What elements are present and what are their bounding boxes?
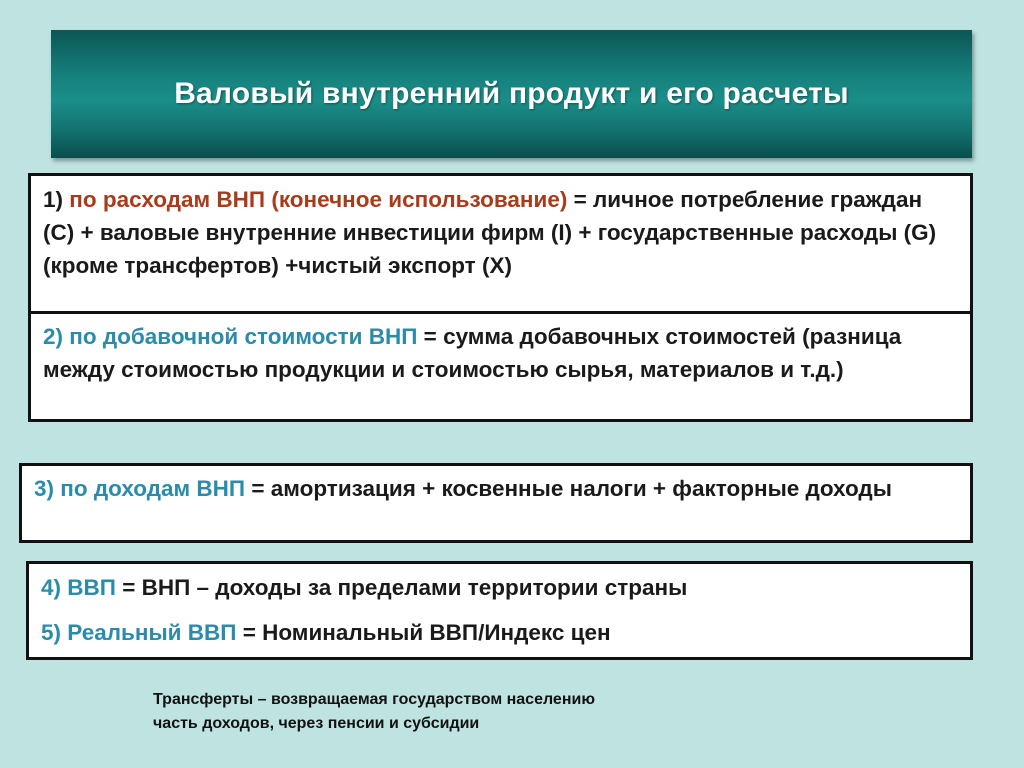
method-formula: = Номинальный ВВП/Индекс цен [242,620,611,645]
method-label: по добавочной стоимости ВНП [69,324,418,349]
footnote-transfers [153,688,595,736]
method-label: по доходам ВНП [60,476,246,501]
title-banner [51,30,972,158]
method-box-value-added [28,311,973,422]
method-number: 5) [41,620,62,645]
method-number: 2) [43,324,64,349]
method-formula: = сумма добавочных стоимостей (разница между стоимостью продукции и стоимостью сырья, материалов и т.д.) [43,324,902,382]
method-box-income [19,463,973,543]
method-formula: = амортизация + косвенные налоги + факторные доходы [251,476,892,501]
slide-title: Валовый внутренний продукт и его расчеты [174,77,849,110]
method-number: 3) [34,476,55,501]
footnote-line: часть доходов, через пенсии и субсидии [153,715,480,732]
method-number: 4) [41,575,62,600]
method-formula: = ВНП – доходы за пределами территории страны [122,575,688,600]
real-gdp-line [41,616,958,649]
method-formula: = личное потребление граждан (С) + валовые внутренние инвестиции фирм (I) + государственные расходы (G) (кроме трансфертов) +чистый экспорт (Х) [43,187,937,278]
footnote-line: Трансферты – возвращаемая государством населению [153,691,595,708]
gdp-line [41,571,958,604]
method-box-expenditure [28,173,973,314]
method-label: по расходам ВНП (конечное использование) [69,187,568,212]
method-number: 1) [43,187,64,212]
method-label: ВВП [67,575,116,600]
method-label: Реальный ВВП [67,620,237,645]
method-box-gdp [26,561,973,660]
